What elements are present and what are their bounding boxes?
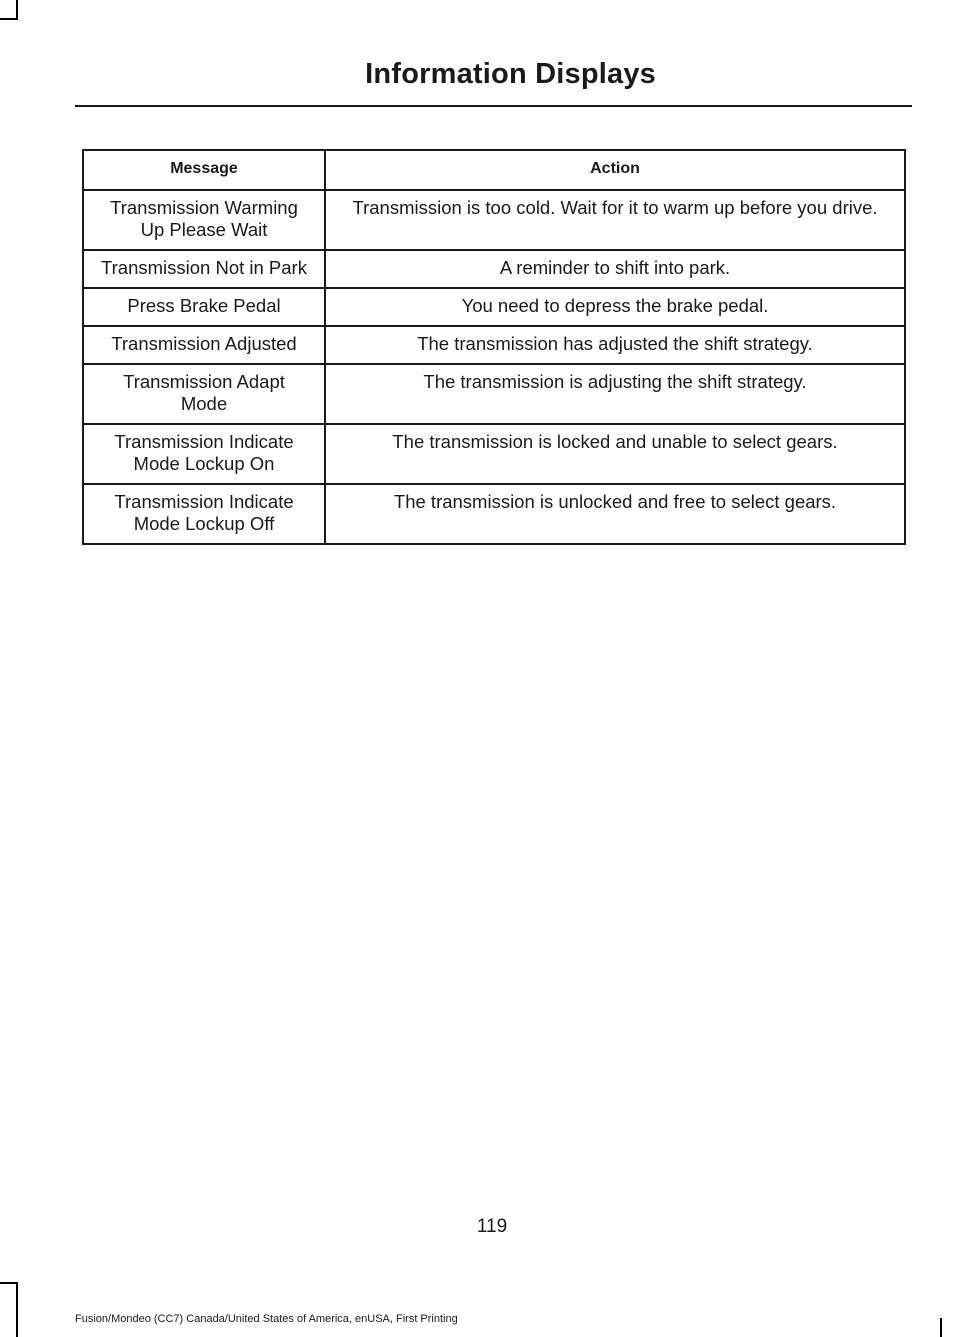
message-cell: Transmission Indicate Mode Lockup On: [83, 424, 325, 484]
table-row: [83, 364, 905, 424]
action-cell: The transmission is unlocked and free to select gears.: [325, 484, 905, 544]
header-rule: [75, 105, 912, 107]
table-row: [83, 250, 905, 288]
table-row: [83, 288, 905, 326]
table-row: [83, 326, 905, 364]
action-cell: A reminder to shift into park.: [325, 250, 905, 288]
message-cell: Press Brake Pedal: [83, 288, 325, 326]
message-cell: Transmission Indicate Mode Lockup Off: [83, 484, 325, 544]
action-cell: You need to depress the brake pedal.: [325, 288, 905, 326]
table-row: [83, 190, 905, 250]
message-cell: Transmission Warming Up Please Wait: [83, 190, 325, 250]
crop-mark-bottom-right: [940, 1318, 942, 1337]
crop-mark-bottom-left: [16, 1282, 18, 1337]
page-number: 119: [476, 1216, 508, 1237]
action-cell: The transmission is locked and unable to select gears.: [325, 424, 905, 484]
message-action-table: [82, 149, 906, 545]
message-cell: Transmission Adjusted: [83, 326, 325, 364]
table-header-row: [83, 150, 905, 190]
message-cell: Transmission Adapt Mode: [83, 364, 325, 424]
section-title: Information Displays: [365, 58, 656, 90]
action-cell: Transmission is too cold. Wait for it to warm up before you drive.: [325, 190, 905, 250]
edition-footer: Fusion/Mondeo (CC7) Canada/United States of America, enUSA, First Printing: [75, 1313, 458, 1325]
crop-mark-bottom-left: [0, 1282, 18, 1284]
column-header-message: Message: [83, 150, 325, 190]
message-cell: Transmission Not in Park: [83, 250, 325, 288]
crop-mark-top-left: [16, 0, 18, 20]
crop-mark-top-left: [0, 18, 18, 20]
action-cell: The transmission has adjusted the shift strategy.: [325, 326, 905, 364]
table-row: [83, 424, 905, 484]
table-row: [83, 484, 905, 544]
action-cell: The transmission is adjusting the shift strategy.: [325, 364, 905, 424]
column-header-action: Action: [325, 150, 905, 190]
